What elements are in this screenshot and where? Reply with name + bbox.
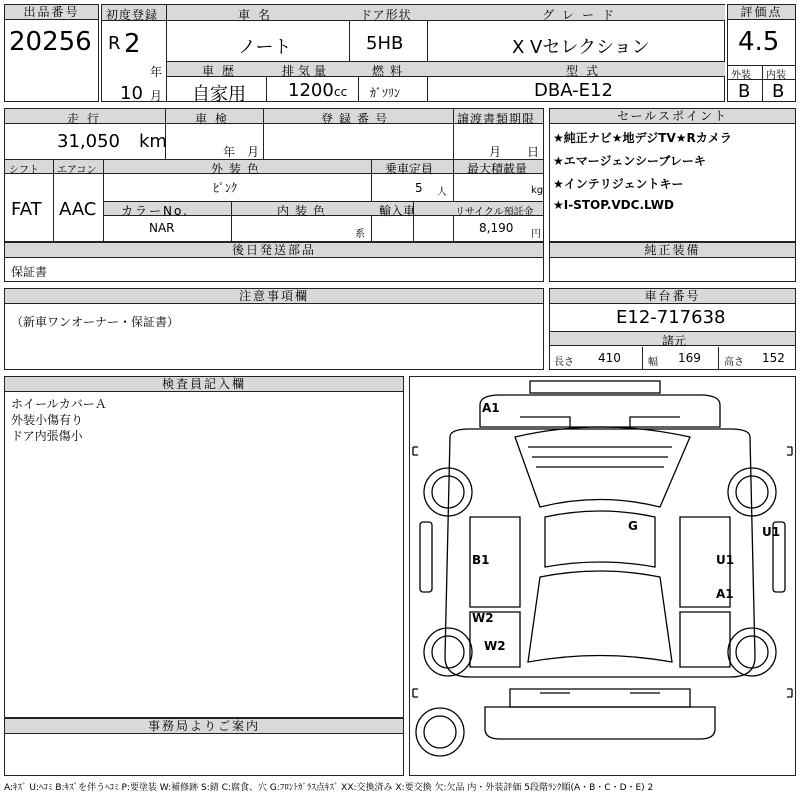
later-value: 保証書: [11, 265, 48, 279]
sales-point: ★エマージェンシーブレーキ: [553, 154, 706, 168]
ac-type: AAC: [59, 199, 97, 220]
disp-unit: cc: [334, 85, 348, 99]
legend: A:ｷｽﾞ U:ﾍｺﾐ B:ｷｽﾞを伴うﾍｺﾐ P:要塗装 W:補修跡 S:錆 C:腐食、穴 G:ﾌﾛﾝﾄｶﾞﾗｽ点ｷｽﾞ XX:交換済み X:要交換 欠:欠品 内・外装評価 5段階ﾗﾝｸ順(A・B・C・D・E) 2: [4, 783, 654, 793]
hgt-label: 高さ: [724, 357, 744, 368]
notes-value: （新車ワンオーナー・保証書）: [11, 315, 180, 329]
later-label: 後日発送部品: [5, 243, 543, 258]
vehicle-info-grid: [101, 4, 725, 105]
year-unit: 年: [150, 65, 163, 79]
damage-mark: A1: [716, 587, 734, 601]
transfer-label: 譲渡書類期限: [457, 112, 536, 126]
transfer-day: 日: [527, 145, 540, 159]
disp-label: 排気量: [282, 64, 331, 78]
header-block: [4, 4, 796, 105]
car-history: 自家用: [192, 84, 246, 105]
lot-cell: [4, 4, 99, 102]
int-grade: B: [772, 81, 785, 102]
chassis-label: 車台番号: [550, 289, 795, 304]
office-notice: [4, 718, 404, 776]
car-outline-diagram: [410, 377, 795, 775]
score-value: 4.5: [738, 27, 780, 57]
inspector-line: ドア内張傷小: [11, 429, 83, 443]
int-label: 内装: [766, 70, 786, 81]
wid-value: 169: [678, 351, 701, 365]
recycle-fee: 8,190: [479, 221, 514, 235]
reg-label: 初度登録: [106, 8, 159, 22]
lot-label: 出品番号: [5, 5, 98, 20]
inspector-label: 検査員記入欄: [5, 377, 403, 392]
inspect-month: 月: [247, 145, 260, 159]
lot-number: 20256: [9, 27, 92, 57]
inspector-line: 外装小傷有り: [11, 413, 84, 427]
shift-label: シフト: [9, 165, 39, 176]
ext-label: 外装: [731, 70, 751, 81]
interior-label: 内装色: [277, 204, 332, 218]
damage-mark: B1: [472, 553, 490, 567]
score-cell: [727, 4, 796, 102]
fuel-label: 燃料: [372, 64, 409, 78]
dims-label: 諸元: [662, 334, 687, 348]
model-code: DBA-E12: [534, 80, 613, 101]
grade: X Vセレクション: [512, 37, 650, 58]
import-label: 輸入車: [379, 204, 416, 218]
len-value: 410: [598, 351, 621, 365]
seats-unit: 人: [437, 187, 447, 198]
seats-value: 5: [415, 181, 423, 195]
ext-grade: B: [738, 81, 751, 102]
displacement: 1200: [288, 80, 334, 101]
office-label: 事務局よりご案内: [5, 719, 403, 734]
inspect-label: 車検: [195, 112, 236, 126]
damage-mark: U1: [762, 525, 781, 539]
plate-label: 登録番号: [321, 112, 394, 126]
mileage-label: 走行: [67, 112, 108, 126]
later-parts: [4, 242, 544, 282]
wid-label: 幅: [648, 357, 658, 368]
recycle-label: リサイクル預託金: [455, 207, 534, 218]
sales-points: [549, 108, 796, 242]
car-damage-diagram: [409, 376, 796, 776]
load-label: 最大積載量: [467, 162, 528, 176]
genuine-label: 純正装備: [550, 243, 795, 258]
len-label: 長さ: [554, 357, 574, 368]
interior-unit: 系: [355, 229, 365, 240]
damage-mark: U1: [716, 553, 735, 567]
recycle-unit: 円: [531, 229, 541, 240]
load-unit: kg: [531, 185, 544, 196]
fuel-type: ｶﾞｿﾘﾝ: [370, 86, 401, 100]
car-name: ノート: [238, 37, 292, 58]
notes: [4, 288, 544, 370]
sales-label: セールスポイント: [550, 109, 795, 124]
hgt-value: 152: [762, 351, 785, 365]
sales-point: ★インテリジェントキー: [553, 177, 684, 191]
door-label: ドア形状: [360, 8, 412, 22]
transfer-month: 月: [489, 145, 502, 159]
inspector-line: ホイールカバーＡ: [11, 397, 107, 411]
history-label: 車歴: [202, 64, 243, 78]
colorno-label: カラーNo.: [121, 204, 189, 218]
details-grid: [4, 108, 544, 242]
chassis-info: [549, 288, 796, 370]
damage-mark: W2: [484, 639, 506, 653]
era: R: [108, 33, 121, 54]
sales-point: ★I-STOP.VDC.LWD: [553, 198, 674, 212]
mileage-unit: km: [139, 131, 167, 152]
grade-label: グレード: [542, 8, 623, 22]
inspector-notes: [4, 376, 404, 718]
damage-mark: W2: [472, 611, 494, 625]
sales-point: ★純正ナビ★地デジTV★Rカメラ: [553, 131, 732, 145]
reg-year: 2: [124, 29, 141, 59]
mileage: 31,050: [57, 131, 120, 152]
door-type: 5HB: [366, 33, 404, 54]
month-unit: 月: [150, 89, 163, 103]
name-label: 車名: [238, 8, 279, 22]
damage-mark: G: [628, 519, 638, 533]
genuine-equipment: [549, 242, 796, 282]
reg-month: 10: [120, 83, 143, 104]
color-number: NAR: [149, 221, 175, 235]
notes-label: 注意事項欄: [5, 289, 543, 304]
inspect-year: 年: [223, 145, 236, 159]
chassis-number: E12-717638: [616, 307, 726, 328]
body-color: ﾋﾟﾝｸ: [213, 181, 238, 195]
score-label: 評価点: [728, 5, 795, 20]
model-label: 型式: [566, 64, 607, 78]
ac-label: エアコン: [57, 165, 97, 176]
seats-label: 乗車定員: [385, 162, 434, 176]
color-label: 外装色: [211, 162, 266, 176]
damage-mark: A1: [482, 401, 500, 415]
shift-type: FAT: [11, 199, 42, 220]
